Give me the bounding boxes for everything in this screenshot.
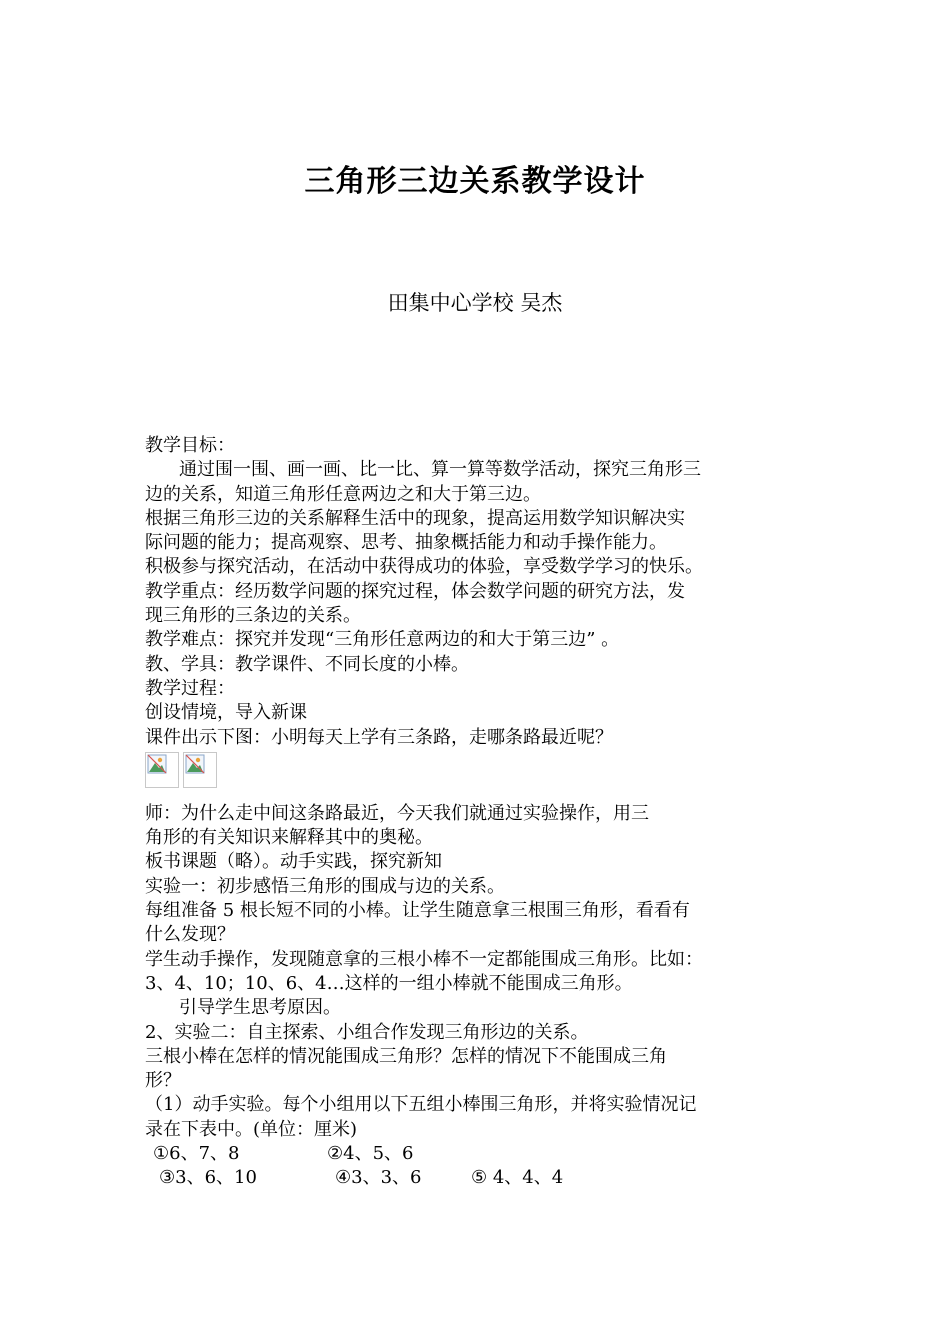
paragraph-line: 际问题的能力；提高观察、思考、抽象概括能力和动手操作能力。 (145, 532, 667, 554)
paragraph-line: 每组准备 5 根长短不同的小棒。让学生随意拿三根围三角形，看看有 (145, 900, 690, 922)
paragraph-line: （1）动手实验。每个小组用以下五组小棒围三角形，并将实验情况记 (145, 1094, 697, 1116)
stick-options-row-1 (145, 1142, 835, 1166)
paragraph-line: 形？ (145, 1070, 181, 1092)
spacer (145, 790, 835, 802)
paragraph-line: 现三角形的三条边的关系。 (145, 605, 361, 627)
stick-option: ①6、7、8 (153, 1143, 240, 1165)
paragraph-line: 什么发现？ (145, 924, 235, 946)
section-heading-goals: 教学目标： (145, 435, 235, 456)
paragraph-line: 通过围一围、画一画、比一比、算一算等数学活动，探究三角形三 (179, 459, 701, 481)
paragraph-line: 师：为什么走中间这条路最近，今天我们就通过实验操作，用三 (145, 802, 649, 824)
paragraph-line: 2、实验二：自主探索、小组合作发现三角形边的关系。 (145, 1021, 589, 1043)
paragraph-line: 引导学生思考原因。 (179, 997, 341, 1019)
paragraph-line: 教学难点：探究并发现“三角形任意两边的和大于第三边” 。 (145, 629, 620, 651)
stick-option: ③3、6、10 (159, 1167, 257, 1189)
broken-images-row (145, 750, 835, 790)
paragraph-line: 根据三角形三边的关系解释生活中的现象，提高运用数学知识解决实 (145, 507, 685, 529)
paragraph-line: 角形的有关知识来解释其中的奥秘。 (145, 827, 433, 849)
stick-option: ④3、3、6 (335, 1167, 422, 1189)
page-title: 三角形三边关系教学设计 (304, 164, 646, 199)
author-line: 田集中心学校 吴杰 (387, 291, 563, 315)
broken-image-icon (145, 752, 179, 788)
paragraph-line: 学生动手操作，发现随意拿的三根小棒不一定都能围成三角形。比如： (145, 948, 703, 970)
paragraph-line: 三根小棒在怎样的情况能围成三角形？怎样的情况下不能围成三角 (145, 1045, 667, 1067)
paragraph-line: 教、学具：教学课件、不同长度的小棒。 (145, 653, 469, 675)
paragraph-line: 课件出示下图：小明每天上学有三条路，走哪条路最近呢？ (145, 726, 613, 748)
stick-option: ⑤ 4、4、4 (471, 1167, 564, 1189)
section-heading-process: 教学过程： (145, 677, 235, 699)
document-body (145, 434, 835, 1191)
stick-option: ②4、5、6 (327, 1143, 414, 1165)
broken-image-icon (183, 752, 217, 788)
paragraph-line: 板书课题（略）。动手实践，探究新知 (145, 851, 442, 873)
stick-options-row-2 (145, 1166, 835, 1190)
paragraph-line: 教学重点：经历数学问题的探究过程，体会数学问题的研究方法，发 (145, 580, 685, 602)
paragraph-line: 创设情境，导入新课 (145, 702, 307, 724)
paragraph-line: 3、4、10；10、6、4…这样的一组小棒就不能围成三角形。 (145, 972, 633, 994)
paragraph-line: 边的关系，知道三角形任意两边之和大于第三边。 (145, 483, 541, 505)
paragraph-line: 积极参与探究活动，在活动中获得成功的体验，享受数学学习的快乐。 (145, 556, 703, 578)
paragraph-line: 实验一：初步感悟三角形的围成与边的关系。 (145, 875, 505, 897)
paragraph-line: 录在下表中。(单位：厘米) (145, 1118, 358, 1140)
